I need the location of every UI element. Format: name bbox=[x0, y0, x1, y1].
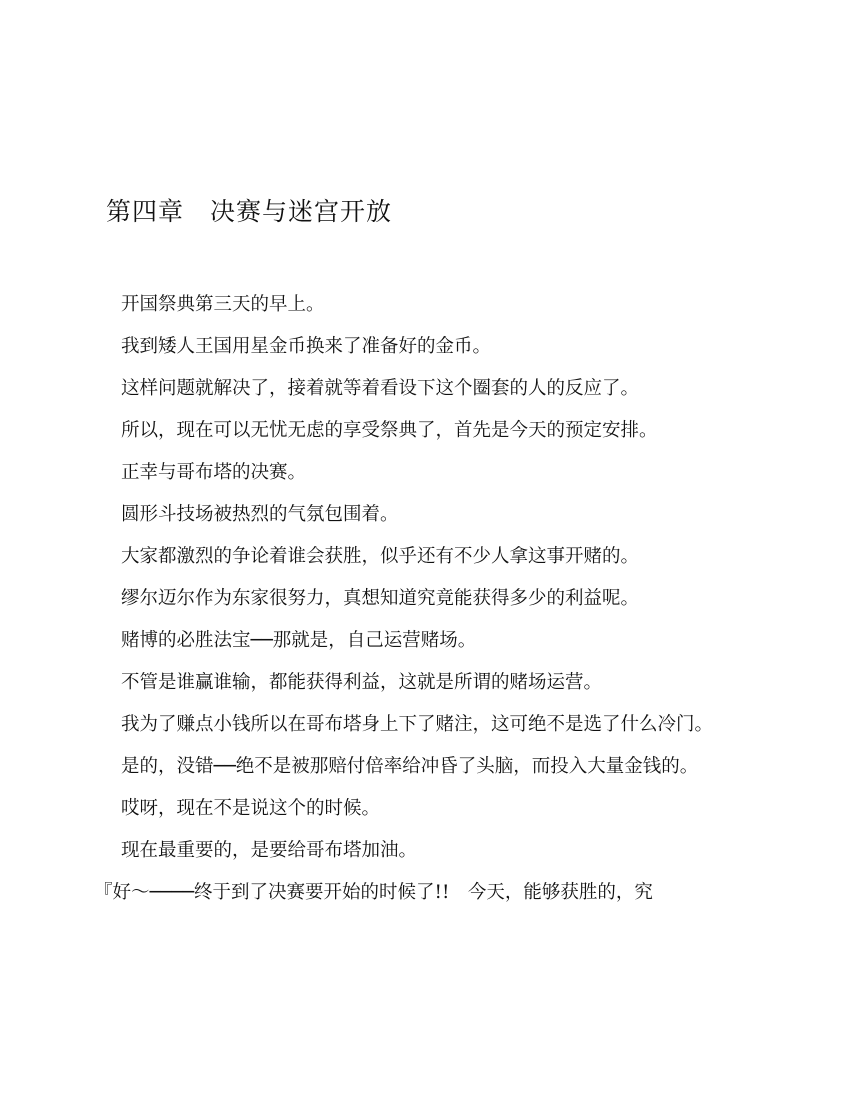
paragraph: 是的，没错──绝不是被那赔付倍率给冲昏了头脑，而投入大量金钱的。 bbox=[121, 756, 699, 777]
paragraph: 缪尔迈尔作为东家很努力，真想知道究竟能获得多少的利益呢。 bbox=[121, 588, 640, 609]
paragraph: 我到矮人王国用星金币换来了准备好的金币。 bbox=[121, 336, 492, 357]
paragraph: 赌博的必胜法宝──那就是，自己运营赌场。 bbox=[121, 630, 477, 651]
paragraph: 哎呀，现在不是说这个的时候。 bbox=[121, 798, 381, 819]
paragraph: 不管是谁赢谁输，都能获得利益，这就是所谓的赌场运营。 bbox=[121, 672, 603, 693]
paragraph: 这样问题就解决了，接着就等着看设下这个圈套的人的反应了。 bbox=[121, 378, 640, 399]
paragraph: 大家都激烈的争论着谁会获胜，似乎还有不少人拿这事开赌的。 bbox=[121, 546, 640, 567]
paragraph: 我为了赚点小钱所以在哥布塔身上下了赌注，这可绝不是选了什么冷门。 bbox=[121, 714, 714, 735]
paragraph: 圆形斗技场被热烈的气氛包围着。 bbox=[121, 504, 399, 525]
paragraph: 现在最重要的，是要给哥布塔加油。 bbox=[121, 840, 418, 861]
chapter-title: 第四章 决赛与迷宫开放 bbox=[106, 197, 393, 226]
paragraph-quote: 『好～────终于到了决赛要开始的时候了!! 今天，能够获胜的，究 bbox=[94, 882, 653, 903]
body-text bbox=[94, 294, 760, 924]
paragraph: 开国祭典第三天的早上。 bbox=[121, 294, 325, 315]
paragraph: 正幸与哥布塔的决赛。 bbox=[121, 462, 307, 483]
paragraph: 所以，现在可以无忧无虑的享受祭典了，首先是今天的预定安排。 bbox=[121, 420, 658, 441]
